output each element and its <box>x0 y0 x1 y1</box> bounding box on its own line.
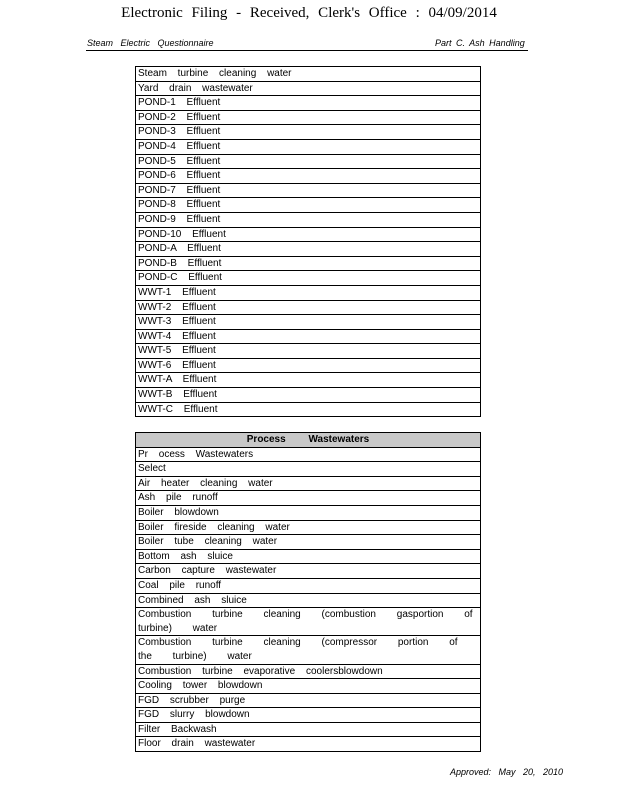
list-item <box>136 139 481 154</box>
list-item <box>136 67 481 82</box>
header-rule <box>86 50 528 51</box>
list-item-text: Coal pile runoff <box>136 578 481 593</box>
list-item <box>136 110 481 125</box>
list-item-text: POND-C Effluent <box>136 271 481 286</box>
list-item-text: Floor drain wastewater <box>136 737 481 752</box>
list-item-text: FGD scrubber purge <box>136 693 481 708</box>
list-item-text: WWT-C Effluent <box>136 402 481 417</box>
list-item-text: Carbon capture wastewater <box>136 564 481 579</box>
list-item-text: POND-1 Effluent <box>136 96 481 111</box>
list-item <box>136 300 481 315</box>
list-item <box>136 256 481 271</box>
list-item <box>136 358 481 373</box>
list-item-text: WWT-2 Effluent <box>136 300 481 315</box>
effluent-list-table <box>135 66 481 417</box>
list-item-text: WWT-3 Effluent <box>136 315 481 330</box>
list-item <box>136 462 481 477</box>
list-item-text: Combustion turbine evaporative coolersblowdown <box>136 664 481 679</box>
list-item-text: POND-7 Effluent <box>136 183 481 198</box>
process-wastewaters-table <box>135 432 481 752</box>
list-item <box>136 344 481 359</box>
list-item-text: WWT-5 Effluent <box>136 344 481 359</box>
list-item <box>136 476 481 491</box>
list-item <box>136 664 481 679</box>
list-item-text: Combustion turbine cleaning (combustion gasportion of turbine) water <box>136 608 481 636</box>
list-item-text: WWT-A Effluent <box>136 373 481 388</box>
list-item <box>136 329 481 344</box>
list-item <box>136 388 481 403</box>
list-item <box>136 708 481 723</box>
table-header-row <box>136 433 481 448</box>
list-item-text: Boiler fireside cleaning water <box>136 520 481 535</box>
list-item <box>136 125 481 140</box>
list-item <box>136 447 481 462</box>
list-item-text: Yard drain wastewater <box>136 81 481 96</box>
list-item <box>136 402 481 417</box>
list-item-text: POND-B Effluent <box>136 256 481 271</box>
list-item <box>136 373 481 388</box>
list-item-text: POND-9 Effluent <box>136 212 481 227</box>
list-item-text: WWT-6 Effluent <box>136 358 481 373</box>
list-item-text: Cooling tower blowdown <box>136 679 481 694</box>
list-item <box>136 549 481 564</box>
list-item <box>136 169 481 184</box>
list-item <box>136 608 481 636</box>
list-item-text: Pr ocess Wastewaters <box>136 447 481 462</box>
list-item <box>136 636 481 664</box>
list-item <box>136 154 481 169</box>
header-section: Part C. Ash Handling <box>435 38 525 48</box>
list-item-text: POND-A Effluent <box>136 242 481 257</box>
list-item <box>136 198 481 213</box>
list-item <box>136 183 481 198</box>
list-item <box>136 737 481 752</box>
list-item-text: Select <box>136 462 481 477</box>
list-item <box>136 520 481 535</box>
list-item-text: POND-2 Effluent <box>136 110 481 125</box>
list-item-text: Boiler blowdown <box>136 505 481 520</box>
list-item-text: Boiler tube cleaning water <box>136 535 481 550</box>
list-item <box>136 535 481 550</box>
list-item <box>136 315 481 330</box>
list-item <box>136 491 481 506</box>
list-item <box>136 227 481 242</box>
list-item <box>136 578 481 593</box>
list-item <box>136 96 481 111</box>
list-item <box>136 722 481 737</box>
list-item-text: POND-10 Effluent <box>136 227 481 242</box>
list-item <box>136 242 481 257</box>
list-item-text: WWT-1 Effluent <box>136 285 481 300</box>
list-item <box>136 212 481 227</box>
list-item <box>136 564 481 579</box>
list-item-text: Combined ash sluice <box>136 593 481 608</box>
filing-stamp: Electronic Filing - Received, Clerk's Office : 04/09/2014 <box>121 5 497 21</box>
list-item-text: POND-3 Effluent <box>136 125 481 140</box>
list-item <box>136 285 481 300</box>
list-item-text: Ash pile runoff <box>136 491 481 506</box>
header-title: Steam Electric Questionnaire <box>87 38 214 48</box>
list-item <box>136 593 481 608</box>
list-item-text: WWT-4 Effluent <box>136 329 481 344</box>
list-item-text: POND-8 Effluent <box>136 198 481 213</box>
list-item <box>136 679 481 694</box>
table-header-title: Process Wastewaters <box>136 433 481 448</box>
list-item <box>136 81 481 96</box>
list-item-text: Bottom ash sluice <box>136 549 481 564</box>
approved-date: Approved: May 20, 2010 <box>450 767 564 777</box>
list-item-text: Filter Backwash <box>136 722 481 737</box>
list-item <box>136 693 481 708</box>
list-item-text: POND-6 Effluent <box>136 169 481 184</box>
list-item <box>136 271 481 286</box>
list-item-text: Steam turbine cleaning water <box>136 67 481 82</box>
list-item-text: WWT-B Effluent <box>136 388 481 403</box>
list-item <box>136 505 481 520</box>
list-item-text: Air heater cleaning water <box>136 476 481 491</box>
list-item-text: Combustion turbine cleaning (compressor portion of the turbine) water <box>136 636 481 664</box>
list-item-text: POND-5 Effluent <box>136 154 481 169</box>
list-item-text: POND-4 Effluent <box>136 139 481 154</box>
list-item-text: FGD slurry blowdown <box>136 708 481 723</box>
